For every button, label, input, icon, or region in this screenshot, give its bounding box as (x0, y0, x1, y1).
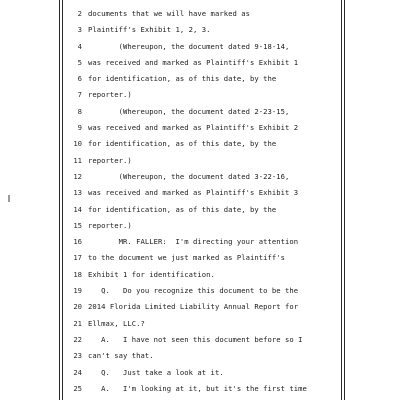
transcript-line (0, 87, 400, 103)
line-text: reporter.) (88, 155, 132, 165)
line-text: A. I'm looking at it, but it's the first time (88, 383, 307, 393)
line-text: was received and marked as Plaintiff's Exhibit 2 (88, 123, 299, 133)
line-text: for identification, as of this date, by the (88, 139, 277, 149)
transcript-line (0, 136, 400, 152)
transcript-line (0, 283, 400, 299)
line-number: 10 (73, 139, 82, 149)
transcript-line (0, 299, 400, 315)
transcript-line (0, 218, 400, 234)
transcript-line (0, 120, 400, 136)
line-number: 9 (77, 123, 82, 133)
transcript-lines (0, 6, 400, 397)
transcript-line (0, 365, 400, 381)
transcript-line (0, 332, 400, 348)
line-text: (Whereupon, the document dated 9-18-14, (88, 41, 290, 51)
transcript-line (0, 234, 400, 250)
line-number: 24 (73, 367, 82, 377)
transcript-line (0, 169, 400, 185)
transcript-line (0, 153, 400, 169)
line-text: Q. Do you recognize this document to be the (88, 286, 299, 296)
line-number: 19 (73, 286, 82, 296)
line-text: Exhibit 1 for identification. (88, 269, 215, 279)
transcript-line (0, 348, 400, 364)
line-text: 2014 Florida Limited Liability Annual Report for (88, 302, 299, 312)
transcript-line (0, 55, 400, 71)
line-number: 14 (73, 204, 82, 214)
line-number: 20 (73, 302, 82, 312)
line-number: 3 (77, 25, 82, 35)
line-number: 16 (73, 237, 82, 247)
line-text: Q. Just take a look at it. (88, 367, 224, 377)
transcript-line (0, 316, 400, 332)
line-number: 13 (73, 188, 82, 198)
transcript-line (0, 381, 400, 397)
transcript-line (0, 250, 400, 266)
line-text: was received and marked as Plaintiff's Exhibit 1 (88, 57, 299, 67)
line-number: 25 (73, 383, 82, 393)
line-number: 7 (77, 90, 82, 100)
line-text: reporter.) (88, 220, 132, 230)
transcript-line (0, 39, 400, 55)
line-text: A. I have not seen this document before so I (88, 334, 303, 344)
line-text: Ellmax, LLC.? (88, 318, 145, 328)
line-text: reporter.) (88, 90, 132, 100)
line-text: was received and marked as Plaintiff's Exhibit 3 (88, 188, 299, 198)
transcript-line (0, 202, 400, 218)
line-number: 12 (73, 171, 82, 181)
transcript-line (0, 267, 400, 283)
transcript-line (0, 71, 400, 87)
line-number: 17 (73, 253, 82, 263)
line-text: to the document we just marked as Plaintiff's (88, 253, 285, 263)
line-number: 22 (73, 334, 82, 344)
line-number: 11 (73, 155, 82, 165)
line-number: 21 (73, 318, 82, 328)
transcript-line (0, 6, 400, 22)
line-text: documents that we will have marked as (88, 9, 250, 18)
line-text: for identification, as of this date, by the (88, 74, 277, 84)
transcript-line (0, 22, 400, 38)
line-text: MR. FALLER: I'm directing your attention (88, 237, 299, 247)
line-text: Plaintiff's Exhibit 1, 2, 3. (88, 25, 211, 35)
line-text: can't say that. (88, 351, 154, 361)
line-number: 23 (73, 351, 82, 361)
line-text: (Whereupon, the document dated 2-23-15, (88, 106, 290, 116)
transcript-line (0, 185, 400, 201)
line-number: 4 (77, 41, 82, 51)
line-number: 5 (77, 57, 82, 67)
line-number: 2 (77, 9, 82, 18)
line-number: 8 (77, 106, 82, 116)
line-number: 15 (73, 220, 82, 230)
line-text: (Whereupon, the document dated 3-22-16, (88, 171, 290, 181)
transcript-line (0, 104, 400, 120)
line-number: 6 (77, 74, 82, 84)
line-number: 18 (73, 269, 82, 279)
line-text: for identification, as of this date, by the (88, 204, 277, 214)
